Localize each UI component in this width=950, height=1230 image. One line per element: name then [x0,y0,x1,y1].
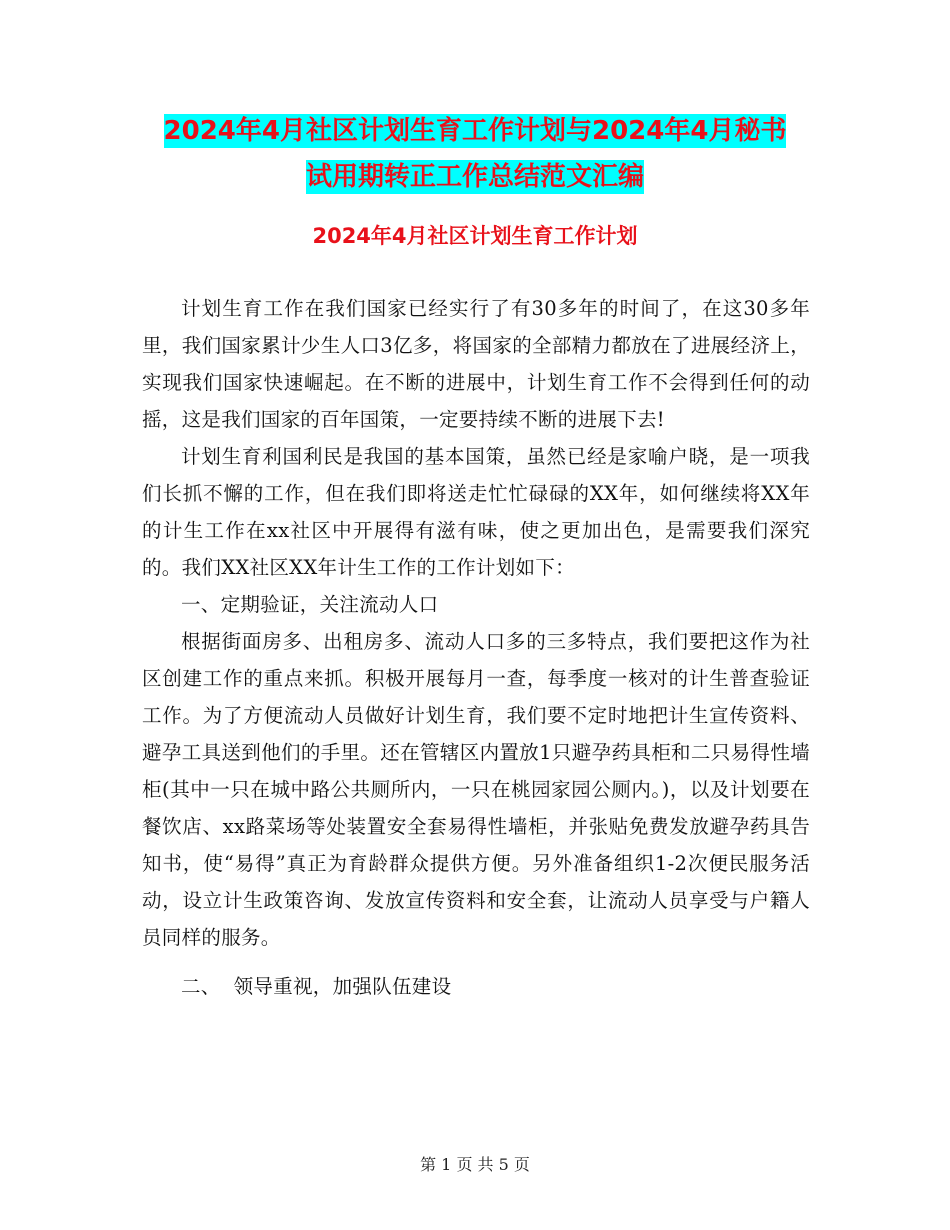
document-title-line-2: 试用期转正工作总结范文汇编 [305,162,644,192]
page-number-footer: 第 1 页 共 5 页 [420,1155,530,1174]
document-title [0,108,950,200]
heading-item-2: 二、 领导重视，加强队伍建设 [181,975,452,998]
paragraph-item-1: 根据街面房多、出租房多、流动人口多的三多特点，我们要把这作为社区创建工作的重点来抓。积极开展每月一查，每季度一核对的计生普查验证工作。为了方便流动人员做好计划生育，我们要不定时地把计生宣传资料、避孕工具送到他们的手里。还在管辖区内置放1只避孕药具柜和二只易得性墙柜(其中一只在城中路公共厕所内，一只在桃园家园公厕内。)，以及计划要在餐饮店、xx路菜场等处装置安全套易得性墙柜，并张贴免费发放避孕药具告知书，使“易得”真正为育龄群众提供方便。另外准备组织1-2次便民服务活动，设立计生政策咨询、发放宣传资料和安全套，让流动人员享受与户籍人员同样的服务。 [142,630,810,949]
paragraph-intro: 计划生育工作在我们国家已经实行了有30多年的时间了，在这30多年里，我们国家累计少生人口3亿多，将国家的全部精力都放在了进展经济上，实现我们国家快速崛起。在不断的进展中，计划生育工作不会得到任何的动摇，这是我们国家的百年国策，一定要持续不断的进展下去! [142,297,810,431]
paragraph-policy: 计划生育利国利民是我国的基本国策，虽然已经是家喻户晓，是一项我们长抓不懈的工作，但在我们即将送走忙忙碌碌的XX年，如何继续将XX年的计生工作在xx社区中开展得有滋有味，使之更加出色，是需要我们深究的。我们XX社区XX年计生工作的工作计划如下： [142,445,810,579]
heading-item-1: 一、定期验证，关注流动人口 [181,593,439,616]
document-title-line-1: 2024年4月社区计划生育工作计划与2024年4月秘书 [163,116,787,146]
document-body [142,290,810,1005]
section-title: 2024年4月社区计划生育工作计划 [312,224,638,248]
